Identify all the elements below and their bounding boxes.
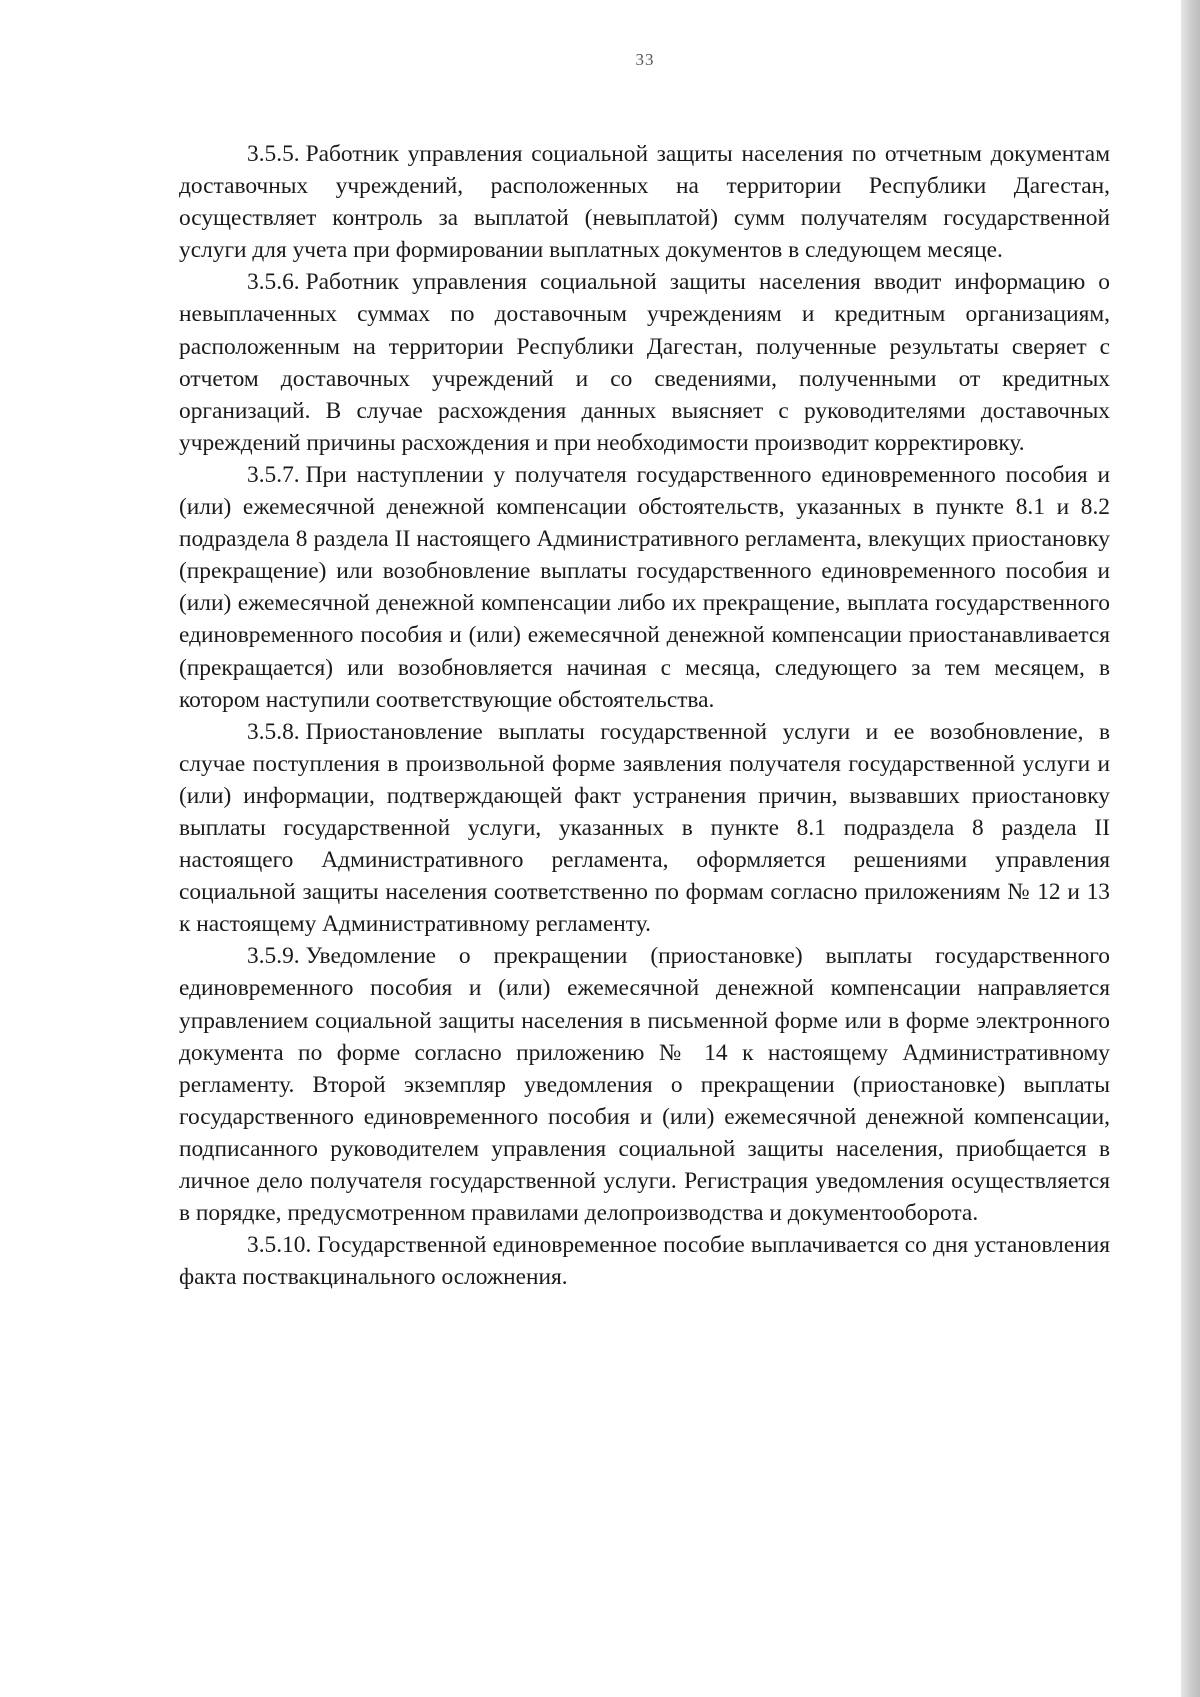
paragraph-3-5-8 — [179, 716, 1110, 941]
paragraph-3-5-10 — [179, 1229, 1110, 1293]
paragraph-number: 3.5.7. — [247, 461, 300, 488]
paragraph-3-5-7 — [179, 459, 1110, 716]
scan-page-edge — [1181, 0, 1200, 1697]
paragraph-number: 3.5.10. — [247, 1232, 312, 1259]
paragraph-number: 3.5.6. — [247, 269, 300, 296]
paragraph-number: 3.5.8. — [247, 718, 300, 745]
paragraph-text: Уведомление о прекращении (приостановке) выплаты государственного единовременного пособия и (или) ежемесячной денежной компенсации направляется управлением социальной защиты населения в письменной форме или в форме электронного документа по форме согласно приложению № 14 к настоящему Административному регламенту. Второй экземпляр уведомления о прекращении (приостановке) выплаты государственного единовременного пособия и (или) ежемесячной денежной компенсации, подписанного руководителем управления социальной защиты населения, приобщается в личное дело получателя государственной услуги. Регистрация уведомления осуществляется в порядке, предусмотренном правилами делопроизводства и документооборота. — [179, 943, 1110, 1227]
page-number: 33 — [635, 50, 655, 69]
document-body — [179, 138, 1110, 1293]
paragraph-3-5-6 — [179, 266, 1110, 459]
paragraph-text: Работник управления социальной защиты населения по отчетным документам доставочных учреждений, расположенных на территории Республики Дагестан, осуществляет контроль за выплатой (невыплатой) сумм получателям государственной услуги для учета при формировании выплатных документов в следующем месяце. — [179, 141, 1110, 264]
paragraph-text: Приостановление выплаты государственной услуги и ее возобновление, в случае поступления в произвольной форме заявления получателя государственной услуги и (или) информации, подтверждающей факт устранения причин, вызвавших приостановку выплаты государственной услуги, указанных в пункте 8.1 подраздела 8 раздела II настоящего Административного регламента, оформляется решениями управления социальной защиты населения соответственно по формам согласно приложениям № 12 и 13 к настоящему Административному регламенту. — [179, 718, 1110, 938]
paragraph-text: При наступлении у получателя государственного единовременного пособия и (или) ежемесячной денежной компенсации обстоятельств, указанных в пункте 8.1 и 8.2 подраздела 8 раздела II настоящего Административного регламента, влекущих приостановку (прекращение) или возобновление выплаты государственного единовременного пособия и (или) ежемесячной денежной компенсации либо их прекращение, выплата государственного единовременного пособия и (или) ежемесячной денежной компенсации приостанавливается (прекращается) или возобновляется начиная с месяца, следующего за тем месяцем, в котором наступили соответствующие обстоятельства. — [179, 461, 1110, 713]
paragraph-text: Работник управления социальной защиты населения вводит информацию о невыплаченных суммах по доставочным учреждениям и кредитным организациям, расположенным на территории Республики Дагестан, полученные результаты сверяет с отчетом доставочных учреждений и со сведениями, полученными от кредитных организаций. В случае расхождения данных выясняет с руководителями доставочных учреждений причины расхождения и при необходимости производит корректировку. — [179, 269, 1110, 456]
paragraph-number: 3.5.5. — [247, 141, 300, 167]
paragraph-text: Государственной единовременное пособие выплачивается со дня установления факта поствакцинального осложнения. — [179, 1232, 1110, 1291]
paragraph-3-5-9 — [179, 940, 1110, 1229]
paragraph-number: 3.5.9. — [247, 943, 300, 970]
paragraph-3-5-5 — [179, 138, 1110, 266]
